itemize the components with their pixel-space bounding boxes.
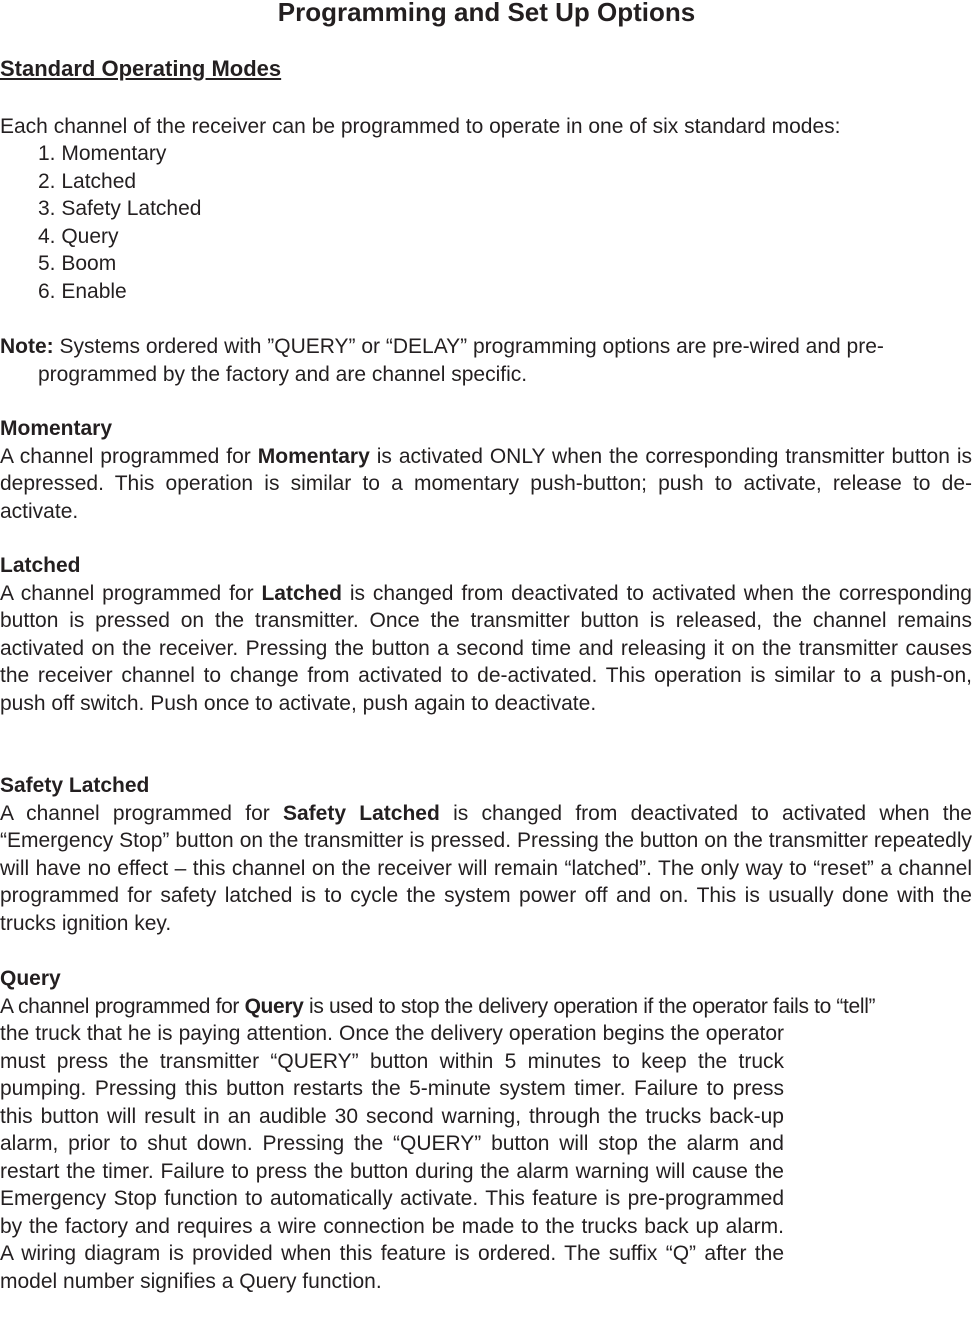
momentary-text-post: is activated ONLY when the corresponding transmitter button is depressed. This operation is similar to a momentary push-button; push to activate, release to de-activate.: [0, 444, 972, 523]
momentary-text-pre: A channel programmed for: [0, 444, 258, 468]
momentary-section: [0, 415, 972, 525]
safety-latched-heading: Safety Latched: [0, 774, 150, 797]
latched-heading: Latched: [0, 554, 81, 577]
query-first-line: [0, 993, 972, 1021]
query-body-paragraph: the truck that he is paying attention. Once the delivery operation begins the operator must press the transmitter “QUERY” button within 5 minutes to keep the truck pumping. Pressing this button restarts the 5-minute system timer. Failure to press this button will result in an audible 30 second warning, through the trucks back-up alarm, prior to shut down. Pressing the “QUERY” button will stop the alarm and restart the timer. Failure to press the button during the alarm warning will cause the Emergency Stop function to automatically activate. This feature is pre-programmed by the factory and requires a wire connection be made to the trucks back up alarm. A wiring diagram is provided when this feature is ordered. The suffix “Q” after the model number signifies a Query function.: [0, 1022, 784, 1293]
latched-section: [0, 552, 972, 717]
modes-intro: Each channel of the receiver can be programmed to operate in one of six standard modes:: [0, 115, 841, 138]
note-line-1: Systems ordered with ”QUERY” or “DELAY” programming options are pre-wired and pre-: [53, 335, 884, 358]
note-paragraph: [0, 333, 972, 388]
safety-latched-text-post: is changed from deactivated to activated when the “Emergency Stop” button on the transmitter is pressed. Pressing the button on the transmitter repeatedly will have no effect – this channel on the receiver will remain “latched”. The only way to “reset” a channel programmed for safety latched is to cycle the system power off and on. This is usually done with the trucks ignition key.: [0, 801, 972, 935]
list-item: 6. Enable: [38, 279, 127, 303]
latched-text-post: is changed from deactivated to activated when the corresponding button is pressed on the transmitter. Once the transmitter button is released, the channel remains activated on the receiver. Pressing the button a second time and releasing it on the transmitter causes the receiver channel to change from activated to de-activated. This operation is similar to a push-on, push off switch. Push once to activate, push again to deactivate.: [0, 581, 972, 715]
list-item: 4. Query: [38, 224, 119, 248]
momentary-term: Momentary: [257, 444, 370, 468]
modes-list: [38, 140, 201, 305]
safety-latched-section: [0, 772, 972, 937]
note-label: Note:: [0, 335, 54, 358]
latched-paragraph: [0, 580, 972, 718]
page-title: Programming and Set Up Options: [277, 0, 696, 27]
list-item: 2. Latched: [38, 169, 137, 193]
list-item: 1. Momentary: [38, 142, 167, 165]
safety-latched-term: Safety Latched: [283, 801, 440, 825]
section-heading-standard-modes: Standard Operating Modes: [0, 56, 282, 81]
safety-latched-paragraph: [0, 800, 972, 938]
query-heading: Query: [0, 967, 61, 990]
query-text-pre: A channel programmed for: [0, 994, 245, 1018]
list-item: 5. Boom: [38, 252, 117, 275]
momentary-heading: Momentary: [0, 417, 113, 440]
note-line-2: programmed by the factory and are channel specific.: [38, 362, 528, 386]
latched-term: Latched: [261, 581, 342, 605]
query-text-post: is used to stop the delivery operation if the operator fails to “tell”: [303, 994, 876, 1018]
query-section: [0, 965, 972, 1020]
list-item: 3. Safety Latched: [38, 197, 202, 220]
momentary-paragraph: [0, 443, 972, 526]
latched-text-pre: A channel programmed for: [0, 581, 262, 605]
query-term: Query: [244, 994, 304, 1018]
safety-latched-text-pre: A channel programmed for: [0, 801, 283, 825]
